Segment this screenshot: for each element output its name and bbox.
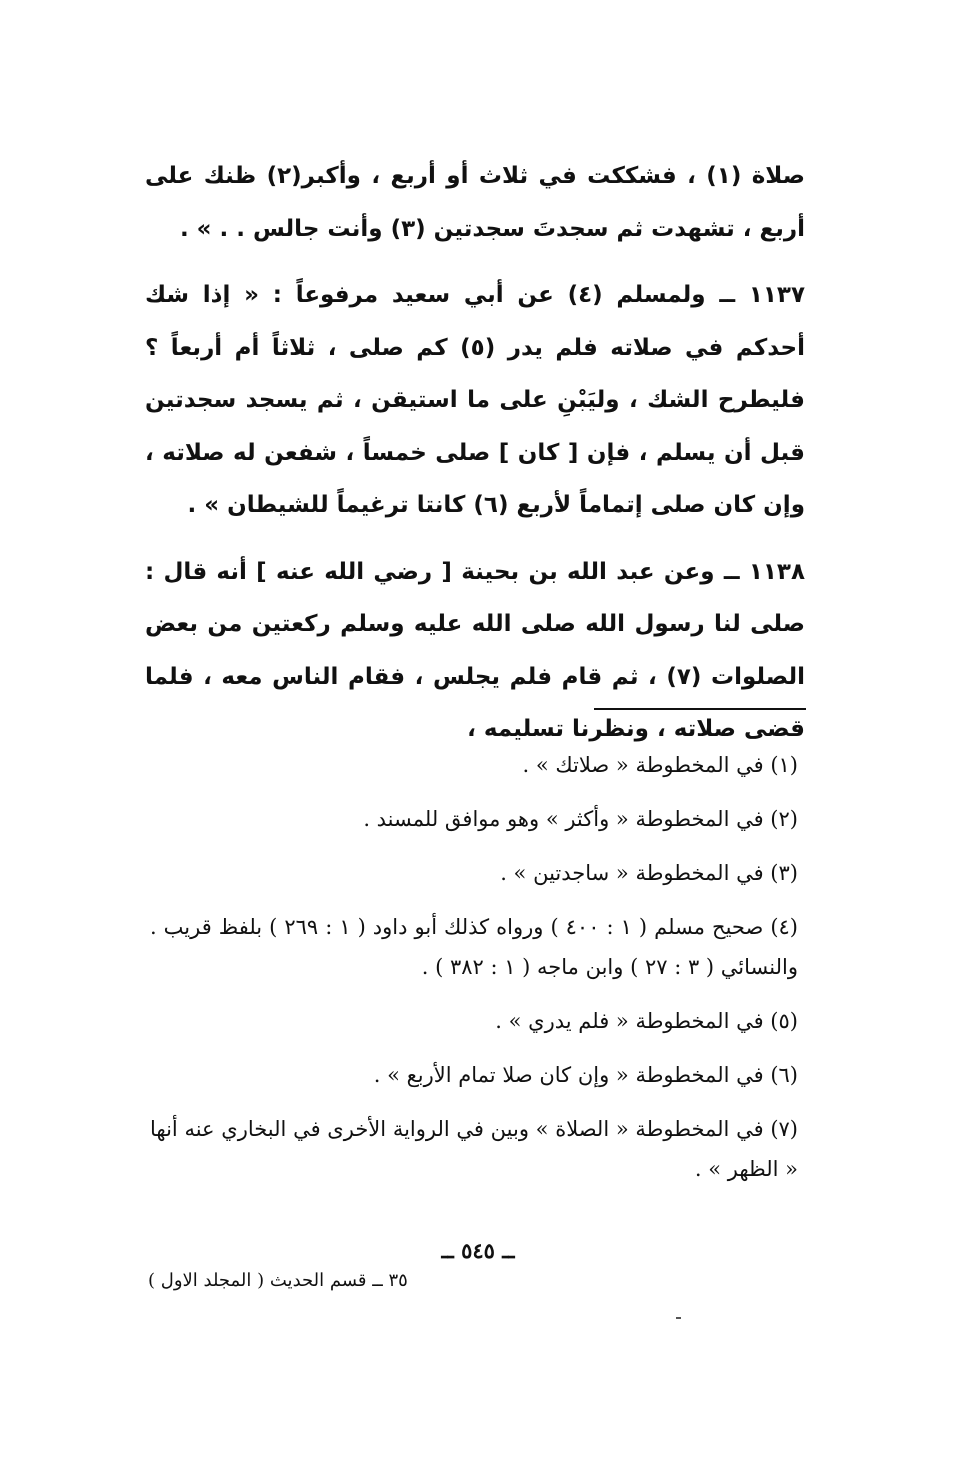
paragraph-hadith-1137: ١١٣٧ ــ ولمسلم (٤) عن أبي سعيد مرفوعاً : « إذا شك أحدكم في صلاته فلم يدر (٥) كم صلى ، ثلاثاً أم أربعاً ؟ فليطرح الشك ، وليَبْنِ على ما استيقن ، ثم يسجد سجدتين قبل أن يسلم ، فإن [ كان ] صلى خمساً ، شفعن له صلاته ، وإن كان صلى إتماماً لأربع (٦) كانتا ترغيماً للشيطان » .	[145, 282, 805, 518]
paragraph-continuation: صلاة (١) ، فشككت في ثلاث أو أربع ، وأكبر(٢) ظنك على أربع ، تشهدت ثم سجدتَ سجدتين (٣) وأنت جالس . . » .	[145, 163, 805, 242]
footnote-1: (١) في المخطوطة « صلاتك » .	[522, 753, 798, 777]
footnote-4: (٤) صحيح مسلم ( ١ : ٤٠٠ ) ورواه كذلك أبو داود ( ١ : ٢٦٩ ) بلفظ قريب . والنسائي ( ٣ : ٢٧ ) وابن ماجه ( ١ : ٣٨٢ ) .	[150, 915, 798, 979]
footnote-separator	[594, 708, 806, 710]
footnote-3: (٣) في المخطوطة « ساجدتين » .	[500, 861, 798, 885]
paragraph-hadith-1138: ١١٣٨ ــ وعن عبد الله بن بحينة [ رضي الله عنه ] أنه قال : صلى لنا رسول الله صلى الله عليه وسلم ركعتين من بعض الصلوات (٧) ، ثم قام فلم يجلس ، فقام الناس معه ، فلما قضى صلاته ، ونظرنا تسليمه ،	[145, 558, 805, 742]
page-number: ــ ٥٤٥ ــ	[441, 1238, 515, 1263]
footnote-6: (٦) في المخطوطة « وإن كان صلا تمام الأربع » .	[373, 1063, 798, 1087]
footnote-2: (٢) في المخطوطة « وأكثر » وهو موافق للمسند .	[363, 807, 798, 831]
footnote-7: (٧) في المخطوطة « الصلاة » وبين في الرواية الأخرى في البخاري عنه أنها « الظهر » .	[150, 1117, 798, 1181]
printer-signature: ٣٥ ــ قسم الحديث ( المجلد الاول )	[148, 1270, 408, 1291]
scan-speck	[676, 1317, 681, 1319]
footnotes	[150, 745, 798, 1189]
main-text	[145, 150, 805, 756]
footnote-5: (٥) في المخطوطة « فلم يدري » .	[495, 1009, 798, 1033]
